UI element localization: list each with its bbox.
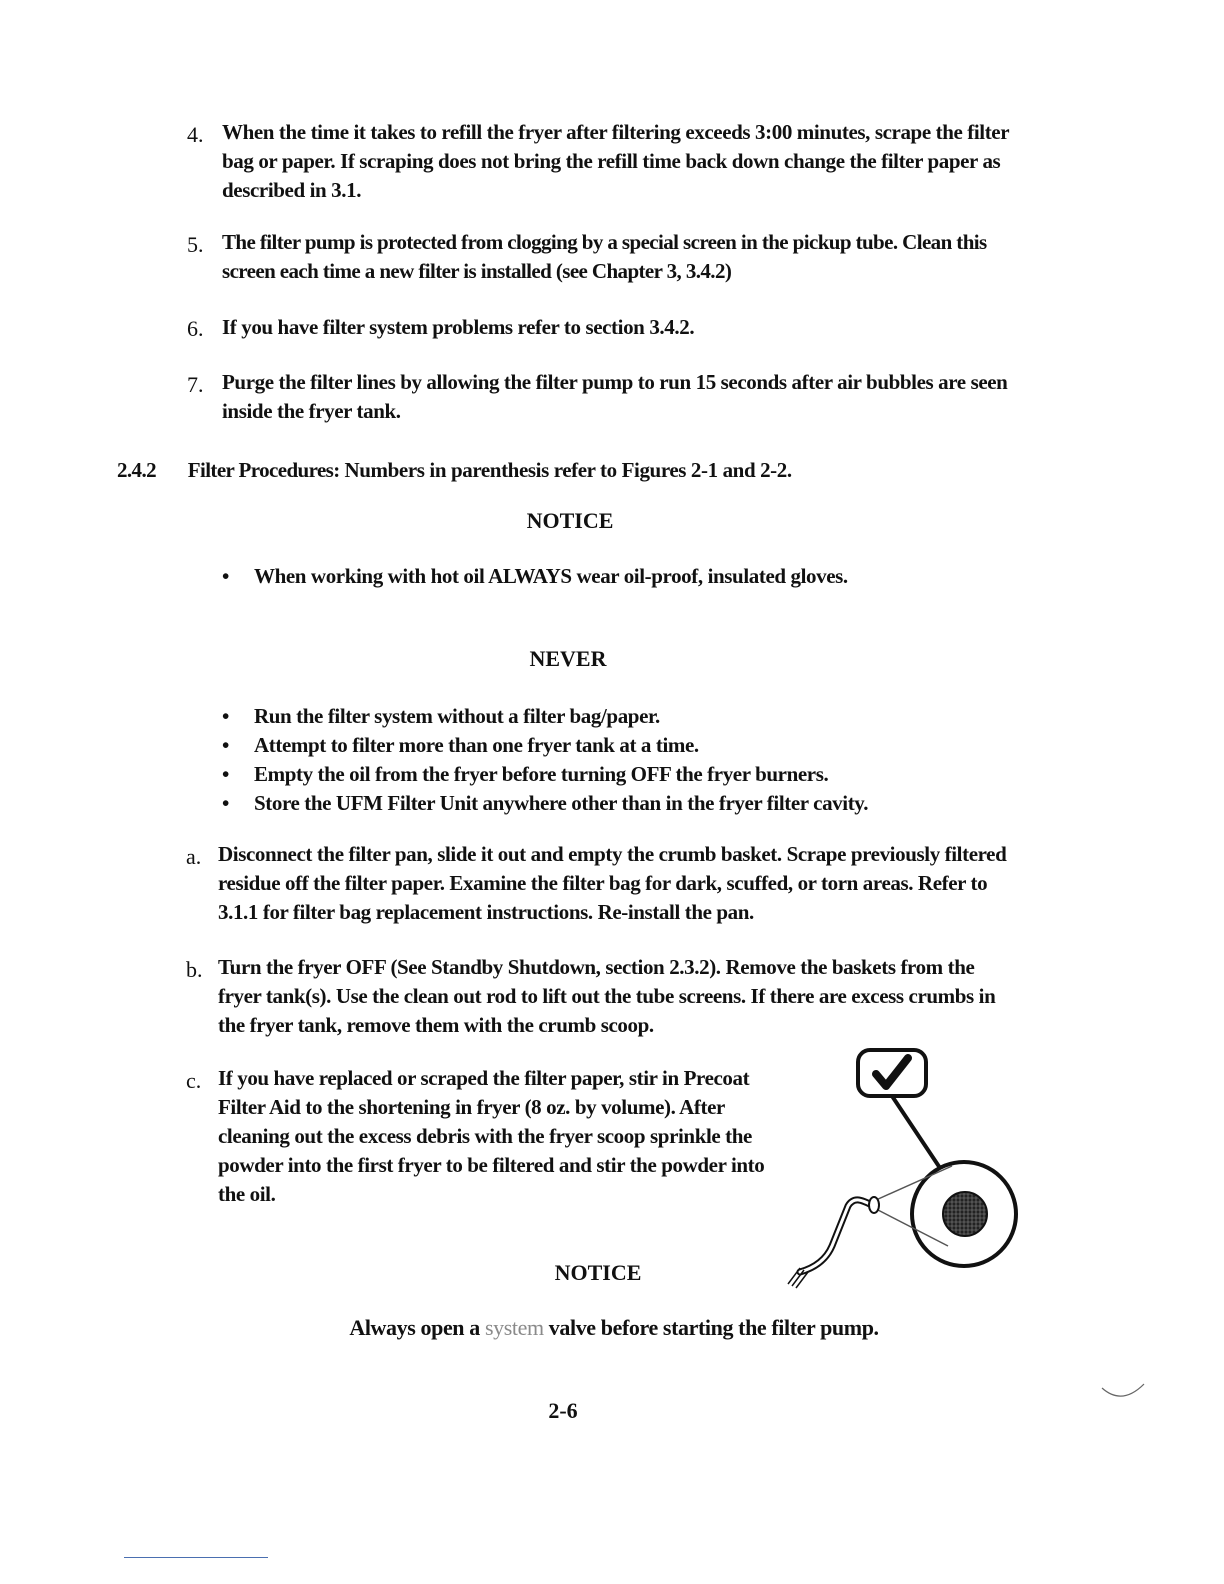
- list-item: • Store the UFM Filter Unit anywhere other than in the fryer filter cavity.: [222, 791, 869, 815]
- section-title: Filter Procedures:: [187, 458, 340, 482]
- notice-heading: NOTICE: [554, 1260, 642, 1285]
- step-letter: a.: [186, 844, 202, 869]
- list-item: • Run the filter system without a filter bag/paper.: [222, 704, 660, 728]
- never-bullet-list: [222, 702, 1022, 818]
- pickup-tube-screen-illustration: [770, 1040, 1030, 1290]
- faded-word: system: [484, 1315, 544, 1340]
- step-letter: c.: [186, 1068, 202, 1093]
- item-text: If you have filter system problems refer to section 3.4.2.: [222, 315, 695, 339]
- list-item: • Attempt to filter more than one fryer tank at a time.: [222, 733, 699, 757]
- item-text-emphasis: The filter pump is protected from clogging by a special screen in the pickup tube. Clean this screen each time a new filter is installed (see Chapter 3, 3.4.2): [222, 230, 987, 283]
- step-letter: b.: [186, 957, 203, 982]
- tube-opening: [869, 1197, 879, 1213]
- mesh-screen-icon: [943, 1192, 987, 1236]
- never-heading: NEVER: [529, 646, 607, 671]
- list-item: • When working with hot oil ALWAYS wear oil-proof, insulated gloves.: [222, 564, 848, 588]
- item-number: 7.: [187, 372, 204, 397]
- section-intro: Numbers in parenthesis refer to Figures 2-1 and 2-2.: [344, 458, 792, 482]
- item-text: Purge the filter lines by allowing the filter pump to run 15 seconds after air bubbles are seen inside the fryer tank.: [222, 370, 1008, 423]
- scan-mark: [1098, 1378, 1148, 1408]
- item-number: 5.: [187, 232, 204, 257]
- page-number: 2-6: [548, 1398, 578, 1423]
- list-item: • Empty the oil from the fryer before turning OFF the fryer burners.: [222, 762, 829, 786]
- step-text: If you have replaced or scraped the filter paper, stir in Precoat Filter Aid to the shortening in fryer (8 oz. by volume). After cleaning out the excess debris with the fryer scoop sprinkle the powder into the first fryer to be filtered and stir the powder into the oil.: [218, 1066, 765, 1206]
- item-number: 4.: [187, 122, 204, 147]
- item-number: 6.: [187, 316, 204, 341]
- item-text: When the time it takes to refill the fryer after filtering exceeds 3:00 minutes, scrape the filter bag or paper. If scraping does not bring the refill time back down change the filter paper as described in 3.1.: [222, 120, 1009, 202]
- footer-rule: [124, 1557, 268, 1558]
- section-number: 2.4.2: [117, 458, 157, 482]
- step-text: Disconnect the filter pan, slide it out and empty the crumb basket. Scrape previously filtered residue off the filter paper. Examine the filter bag for dark, scuffed, or torn areas. Refer to 3.1.1 for filter bag replacement instructions. Re-install the pan.: [218, 842, 1007, 924]
- notice-bullet-list: [222, 562, 1022, 591]
- notice-heading: NOTICE: [526, 508, 614, 533]
- step-text: Turn the fryer OFF (See Standby Shutdown, section 2.3.2). Remove the baskets from the fryer tank(s). Use the clean out rod to lift out the tube screens. If there are excess crumbs in the fryer tank, remove them with the crumb scoop.: [218, 955, 996, 1037]
- section-heading: [117, 456, 1017, 485]
- notice-text: Always open a system valve before starting the filter pump.: [349, 1315, 879, 1340]
